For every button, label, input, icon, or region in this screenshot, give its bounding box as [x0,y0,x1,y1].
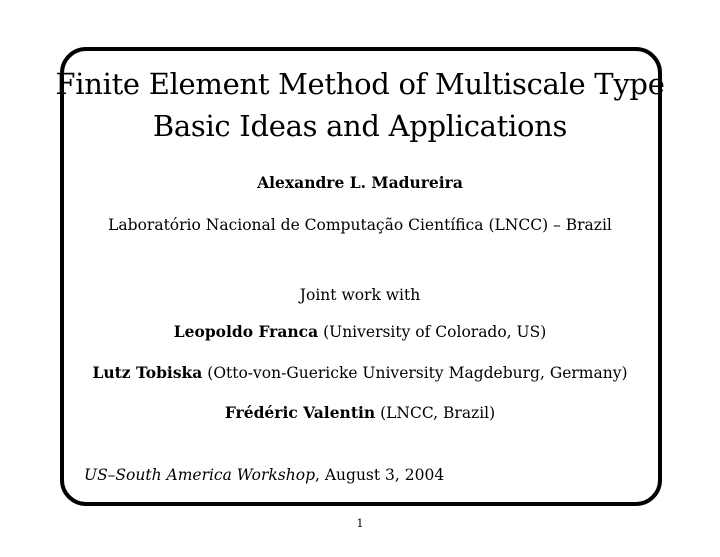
workshop-name: US–South America Workshop [84,466,315,484]
collaborator-line [0,363,720,383]
workshop-date: , August 3, 2004 [315,466,445,484]
collaborator-line [0,322,720,342]
author-affiliation: Laboratório Nacional de Computação Científica (LNCC) – Brazil [108,216,612,234]
slide-title-line-2: Basic Ideas and Applications [152,109,568,143]
page-number: 1 [356,517,364,530]
collaborator-affiliation: (LNCC, Brazil) [380,404,496,422]
collaborator-affiliation: (University of Colorado, US) [323,323,547,341]
collaborator-name: Leopoldo Franca [173,322,319,341]
workshop-line [84,465,444,485]
joint-work-label: Joint work with [299,286,421,304]
collaborator-name: Frédéric Valentin [224,403,376,422]
slide-title-line-1: Finite Element Method of Multiscale Type [55,67,665,101]
author-name: Alexandre L. Madureira [257,173,463,192]
collaborator-name: Lutz Tobiska [92,363,203,382]
collaborator-line [0,403,720,423]
collaborator-affiliation: (Otto-von-Guericke University Magdeburg, Germany) [207,364,628,382]
